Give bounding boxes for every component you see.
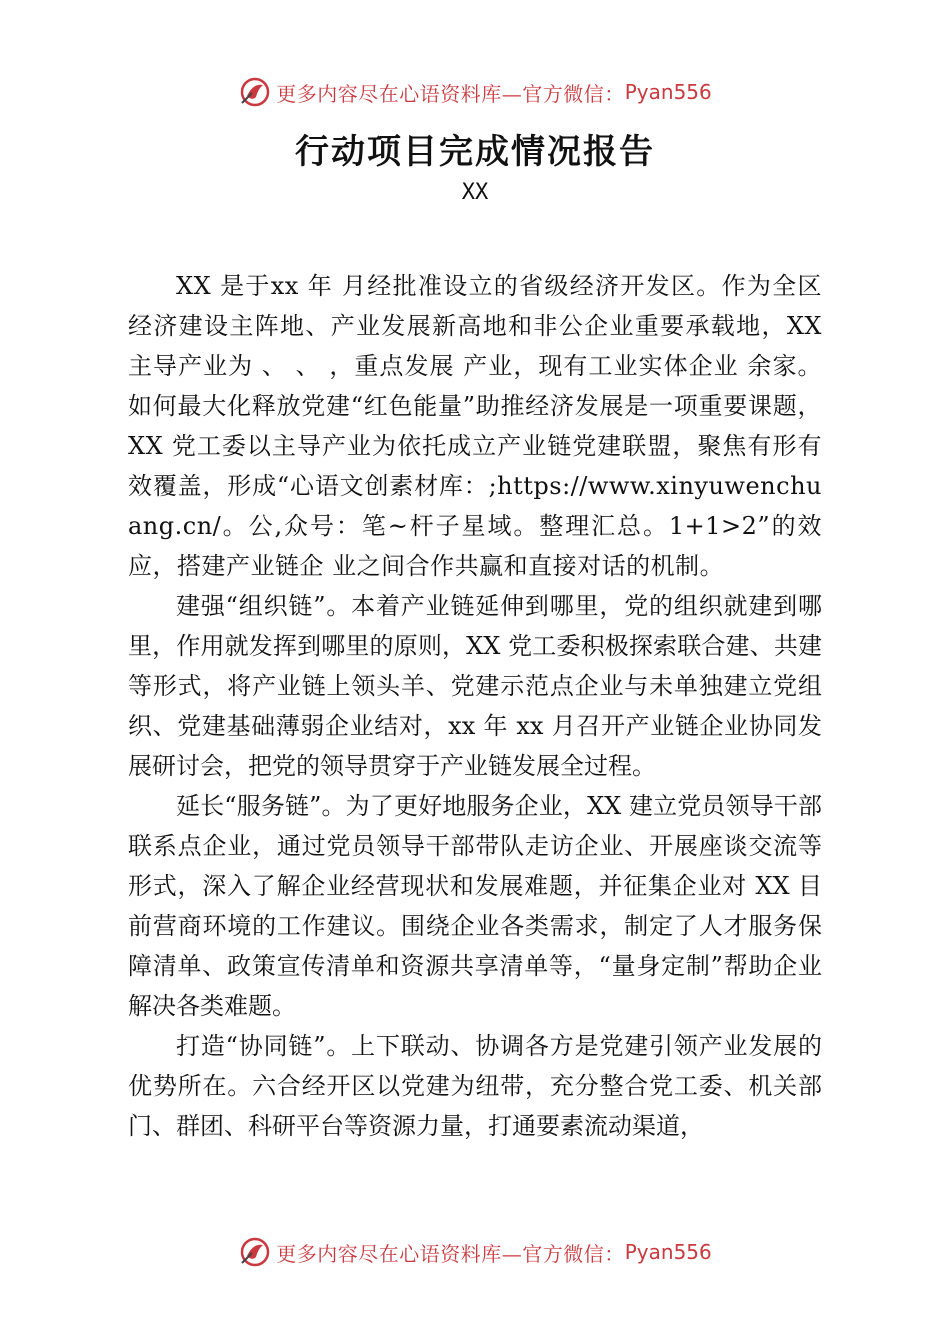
xinyu-logo-icon [238,1235,272,1269]
xinyu-logo-icon [238,75,272,109]
banner-text: 更多内容尽在心语资料库—官方微信： [276,81,625,106]
document-body [128,266,822,1146]
banner-account: Pyan556 [624,1240,712,1264]
paragraph-service-chain: 延长“服务链”。为了更好地服务企业，XX 建立党员领导干部联系点企业，通过党员领导干部带队走访企业、开展座谈交流等形式，深入了解企业经营现状和发展难题，并征集企业对 XX 目前营商环境的工作建议。围绕企业各类需求，制定了人才服务保障清单、政策宣传清单和资源共享清单等，“量身定制”帮助企业解决各类难题。 [128,792,822,1020]
footer-watermark-banner [0,1232,950,1272]
paragraph-organization-chain: 建强“组织链”。本着产业链延伸到哪里，党的组织就建到哪里，作用就发挥到哪里的原则，XX 党工委积极探索联合建、共建等形式，将产业链上领头羊、党建示范点企业与未单独建立党组织、党建基础薄弱企业结对，xx 年 xx 月召开产业链企业协同发展研讨会，把党的领导贯穿于产业链发展全过程。 [128,592,822,780]
document-author: XX [461,180,489,205]
header-watermark-banner [0,72,950,112]
banner-account: Pyan556 [624,80,712,104]
banner-text: 更多内容尽在心语资料库—官方微信： [276,1241,625,1266]
paragraph-intro: XX 是于xx 年 月经批准设立的省级经济开发区。作为全区经济建设主阵地、产业发展新高地和非公企业重要承载地，XX 主导产业为 、 、 ，重点发展 产业，现有工业实体企业 余家。如何最大化释放党建“红色能量”助推经济发展是一项重要课题，XX 党工委以主导产业为依托成立产业链党建联盟，聚焦有形有效覆盖，形成“心语文创素材库：;https://www.xinyuwenchuang.cn/。公,众号：笔~杆子星域。整理汇总。1+1>2”的效应，搭建产业链企 业之间合作共赢和直接对话的机制。 [128,272,822,580]
paragraph-collaboration-chain: 打造“协同链”。上下联动、协调各方是党建引领产业发展的优势所在。六合经开区以党建为纽带，充分整合党工委、机关部门、群团、科研平台等资源力量，打通要素流动渠道， [128,1032,822,1140]
document-title: 行动项目完成情况报告 [295,132,655,172]
